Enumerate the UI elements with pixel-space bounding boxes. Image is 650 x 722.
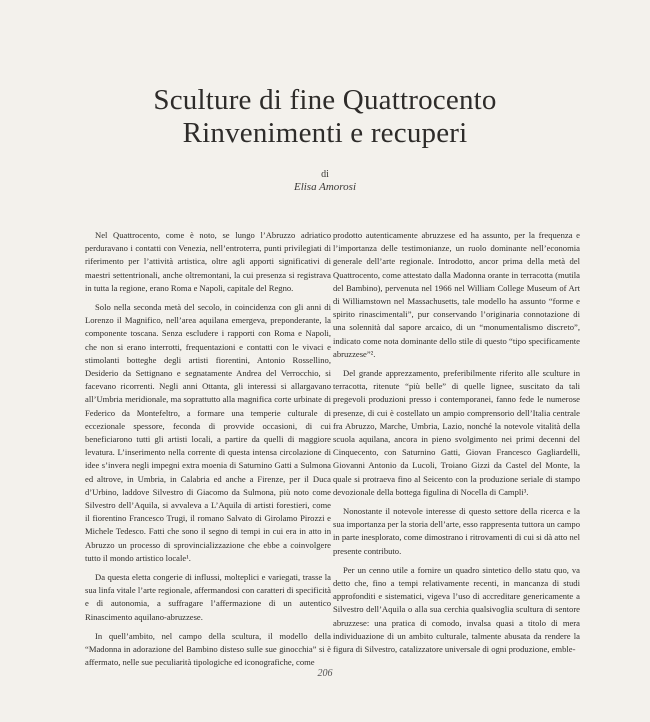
right-text-column	[333, 229, 580, 662]
byline-di: di	[321, 169, 329, 180]
page-number: 206	[317, 668, 333, 679]
paragraph: prodotto autenticamente abruzzese ed ha assunto, per la frequenza e l’importanza delle testimonianze, un ruolo dominante nell’economia generale dell’arte regionale. Introdotto, ancor prima della metà del Quattrocento, come attestato dalla Madonna orante in terracotta (mutila del Bambino), pervenuta nel 1966 nel William College Museum of Art di Williamstown nel Massachusetts, tale modello ha assunto “forme e spirito rinascimentali”, pur conservando l’originaria connotazione di una solennità dal sapore arcaico, di un “monumentalismo discreto”, indicato come nota dominante dello stile di questo “tipo specificamente abruzzese”².	[333, 230, 580, 359]
paragraph: Per un cenno utile a fornire un quadro sintetico dello statu quo, va detto che, fino a tempi relativamente recenti, in mancanza di studi approfonditi e sistematici, vigeva l’uso di accreditare genericamente a Silvestro dell’Aquila o alla sua cerchia qualsivoglia scultura di sentore abruzzese: una pratica di comodo, invalsa quasi a titolo di mera individuazione di un ambito culturale, talmente abusata da rendere la figura di Silvestro, catalizzatore universale di ogni produzione, emble-	[333, 564, 580, 655]
article-title-line-1: Sculture di fine Quattrocento	[153, 84, 497, 116]
paragraph: In quell’ambito, nel campo della scultura, il modello della “Madonna in adorazione del Bambino disteso sulle sue ginocchia” si è affermato, nelle sue peculiarità tipologiche ed iconografiche, come	[85, 630, 331, 668]
left-text-column	[85, 229, 331, 676]
paragraph: Da questa eletta congerie di influssi, molteplici e variegati, trasse la sua linfa vitale l’arte regionale, affermandosi con caratteri di specificità e di autonomia, a suffragare l’affermazione di un autentico Rinascimento aquilano-abruzzese.	[85, 572, 331, 622]
article-title-line-2: Rinvenimenti e recuperi	[182, 117, 468, 149]
author-name: Elisa Amorosi	[293, 181, 357, 193]
paragraph: Nonostante il notevole interesse di questo settore della ricerca e la sua importanza per la storia dell’arte, esso rappresenta tuttora un campo in parte inesplorato, come dimostrano i ritrovamenti di cui si dà atto nel presente contributo.	[333, 506, 580, 556]
paragraph: Solo nella seconda metà del secolo, in coincidenza con gli anni di Lorenzo il Magnifico, nell’area aquilana emergeva, preponderante, la componente toscana. Senza escludere i rapporti con Roma e Napoli, che non si erano interrotti, frequentazioni e contatti con le vivaci e stimolanti botteghe degli artisti fiorentini, Antonio Rossellino, Desiderio da Settignano e segnatamente Andrea del Verrocchio, si facevano ricorrenti. Negli anni Ottanta, gli interessi si allargavano all’Umbria meridionale, ma soprattutto alla magnifica corte urbinate di Federico da Montefeltro, a formare una temperie culturale di eccezionale spessore, feconda di provvide occasioni, di cui beneficiarono tutti gli artisti locali, a partire da quelli di maggiore levatura. L’inserimento nella corrente di questa intensa circolazione di idee s’invera negli impegni extra moenia di Saturnino Gatti a Sulmona ed altrove, in Umbria, in Calabria ed anche a Firenze, per il Duca d’Urbino, laddove Silvestro di Giacomo da Sulmona, più noto come Silvestro dell’Aquila, si avvaleva a L’Aquila di artisti forestieri, come il fiorentino Francesco Trugi, il romano Salvato di Girolamo Pirozzi e Michele Tedesco. Fatti che sono il segno di tempi in cui era in atto in Abruzzo un processo di sprovincializzazione che ebbe a coinvolgere tutto il mondo artistico locale¹.	[85, 302, 331, 563]
paragraph: Del grande apprezzamento, preferibilmente riferito alle sculture in terracotta, ritenute “più belle” di quelle lignee, suscitato da tali pregevoli produzioni presso i contemporanei, fanno fede le numerose presenze, di cui è costellato un ampio comprensorio dell’Italia centrale fra Abruzzo, Marche, Umbria, Lazio, nonché la notevole vitalità della scuola aquilana, ancora in pieno svolgimento nei primi decenni del Cinquecento, con Saturnino Gatti, Giovan Francesco Gagliardelli, Giovanni Antonio da Lucoli, Troiano Gizzi da Castel del Monte, la quale si protraeva fino al Seicento con la produzione seriale di stampo devozionale della bottega figulina di Nocella di Campli³.	[333, 368, 580, 497]
paragraph: Nel Quattrocento, come è noto, se lungo l’Abruzzo adriatico perduravano i contatti con Venezia, nell’entroterra, punti privilegiati di riferimento per l’attività artistica, oltre agli apporti significativi di maestri settentrionali, anche oltremontani, la cui presenza si registrava in tutta la regione, erano Roma e Napoli, capitale del Regno.	[85, 230, 331, 293]
